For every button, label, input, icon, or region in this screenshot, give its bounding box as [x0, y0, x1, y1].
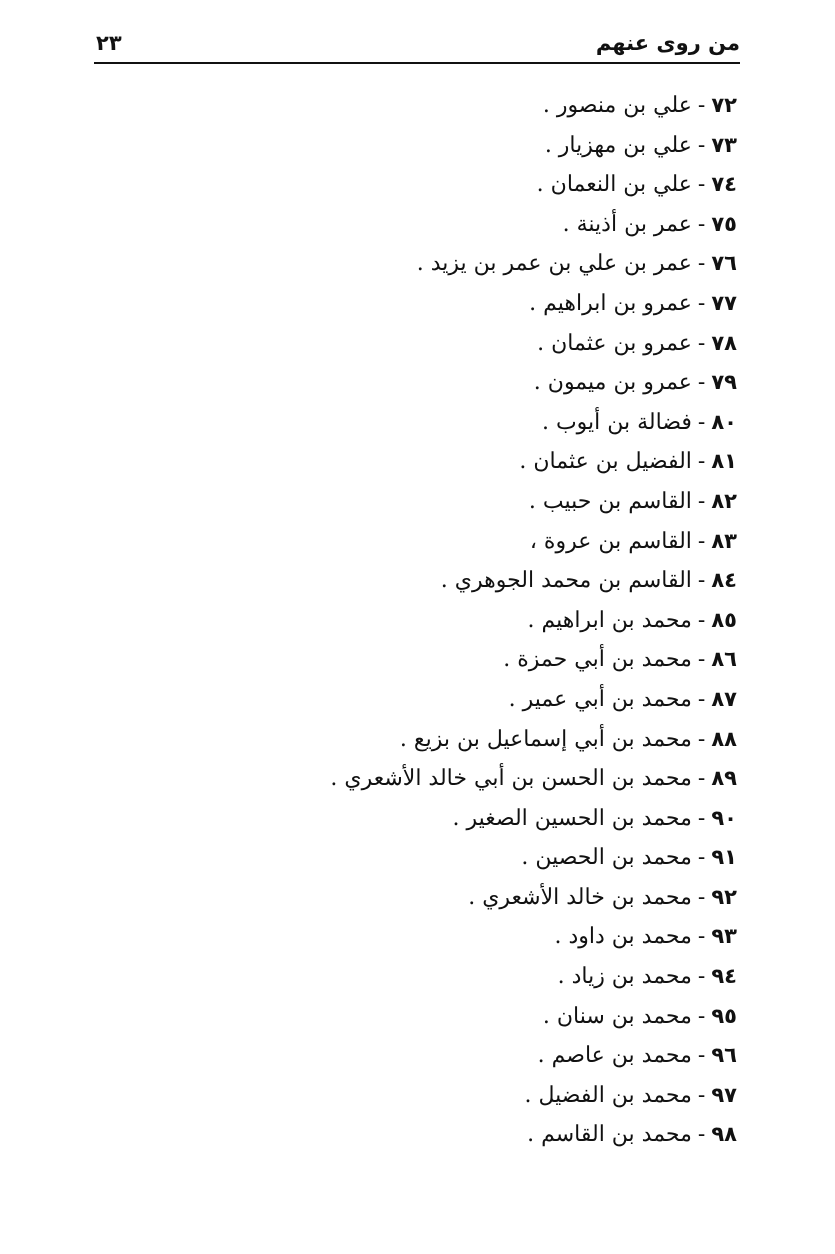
list-item: [330, 640, 737, 680]
entry-dash: -: [697, 330, 706, 356]
entry-dash: -: [697, 726, 706, 752]
entry-number: ٨٣: [711, 528, 737, 553]
entry-name: محمد بن أبي عمير .: [508, 686, 692, 712]
entry-dash: -: [697, 805, 706, 831]
list-item: [330, 759, 737, 799]
entry-name: محمد بن الحصين .: [521, 845, 692, 871]
entry-dash: -: [697, 884, 706, 910]
entry-name: عمرو بن ميمون .: [533, 370, 692, 396]
entry-name: عمر بن أذينة .: [562, 211, 692, 237]
entry-name: محمد بن عاصم .: [537, 1043, 692, 1069]
list-item: [330, 997, 737, 1037]
running-header-title: من روى عنهم: [595, 31, 740, 55]
entry-number: ٩٤: [711, 964, 737, 989]
entry-dash: -: [697, 766, 706, 792]
entry-dash: -: [697, 370, 706, 396]
list-item: [330, 957, 737, 997]
page-number: ٢٣: [96, 31, 122, 55]
entry-number: ٨٨: [711, 726, 737, 751]
entry-name: محمد بن داود .: [554, 924, 692, 950]
entry-number: ٨٧: [711, 686, 737, 711]
list-item: [330, 403, 737, 443]
entry-name: علي بن مهزيار .: [544, 132, 692, 158]
entry-number: ٩٧: [711, 1082, 737, 1107]
list-item: [330, 601, 737, 641]
entry-number: ٧٢: [711, 93, 737, 117]
entry-dash: -: [697, 211, 706, 237]
list-item: [330, 878, 737, 918]
list-item: [330, 799, 737, 839]
entry-name: محمد بن الفضيل .: [524, 1082, 692, 1108]
entry-number: ٨٤: [711, 568, 737, 593]
entry-number: ٨٢: [711, 488, 737, 513]
entry-number: ٧٣: [711, 132, 737, 157]
entry-name: محمد بن زياد .: [557, 964, 692, 990]
entry-name: عمرو بن ابراهيم .: [529, 290, 692, 316]
entry-name: محمد بن ابراهيم .: [527, 607, 692, 633]
entry-number: ٧٥: [711, 211, 737, 236]
entry-number: ٩٦: [711, 1043, 737, 1068]
entry-number: ٧٦: [711, 251, 737, 276]
entry-name: القاسم بن عروة ،: [529, 528, 692, 554]
entry-dash: -: [697, 528, 706, 554]
entry-name: محمد بن أبي إسماعيل بن بزيع .: [399, 726, 692, 752]
entry-dash: -: [697, 964, 706, 990]
entry-dash: -: [697, 290, 706, 316]
entry-number: ٧٧: [711, 290, 737, 315]
entry-dash: -: [697, 607, 706, 633]
entry-dash: -: [697, 172, 706, 198]
entry-name: علي بن النعمان .: [536, 172, 692, 198]
entry-number: ٩٢: [711, 884, 737, 909]
list-item: [330, 917, 737, 957]
entry-dash: -: [697, 1122, 706, 1148]
entry-dash: -: [697, 647, 706, 673]
list-item: [330, 165, 737, 205]
entry-dash: -: [697, 568, 706, 594]
entry-dash: -: [697, 449, 706, 475]
list-item: [330, 126, 737, 166]
page-header: [94, 28, 740, 64]
list-item: [330, 482, 737, 522]
entry-dash: -: [697, 1082, 706, 1108]
entry-dash: -: [697, 686, 706, 712]
entry-number: ٨٩: [711, 766, 737, 791]
entry-name: محمد بن القاسم .: [527, 1122, 692, 1148]
list-item: [330, 284, 737, 324]
entry-number: ٨٥: [711, 607, 737, 632]
list-item: [330, 86, 737, 126]
entry-number: ٧٤: [711, 172, 737, 197]
list-item: [330, 720, 737, 760]
entry-name: فضالة بن أيوب .: [541, 409, 692, 435]
list-item: [330, 324, 737, 364]
entry-name: محمد بن سنان .: [542, 1003, 692, 1029]
entry-dash: -: [697, 1043, 706, 1069]
entry-dash: -: [697, 1003, 706, 1029]
entry-number: ٨١: [711, 449, 737, 474]
list-item: [330, 838, 737, 878]
entry-number: ٩١: [711, 845, 737, 870]
list-item: [330, 205, 737, 245]
list-item: [330, 522, 737, 562]
list-item: [330, 1036, 737, 1076]
entry-dash: -: [697, 488, 706, 514]
entry-name: الفضيل بن عثمان .: [519, 449, 692, 475]
entry-dash: -: [697, 251, 706, 277]
entry-name: القاسم بن حبيب .: [528, 488, 692, 514]
entry-number: ٩٠: [711, 805, 737, 830]
narrator-list: [330, 86, 737, 1155]
entry-name: القاسم بن محمد الجوهري .: [440, 568, 692, 594]
list-item: [330, 1115, 737, 1155]
entry-dash: -: [697, 132, 706, 158]
entry-number: ٩٨: [711, 1122, 737, 1147]
entry-name: عمرو بن عثمان .: [537, 330, 692, 356]
list-item: [330, 244, 737, 284]
entry-name: محمد بن الحسن بن أبي خالد الأشعري .: [330, 766, 692, 792]
entry-number: ٩٣: [711, 924, 737, 949]
list-item: [330, 1076, 737, 1116]
entry-name: محمد بن خالد الأشعري .: [468, 884, 692, 910]
entry-dash: -: [697, 845, 706, 871]
entry-number: ٨٦: [711, 647, 737, 672]
entry-number: ٧٨: [711, 330, 737, 355]
entry-name: محمد بن أبي حمزة .: [503, 647, 692, 673]
entry-dash: -: [697, 93, 706, 118]
entry-number: ٧٩: [711, 370, 737, 395]
list-item: [330, 363, 737, 403]
entry-number: ٨٠: [711, 409, 737, 434]
list-item: [330, 442, 737, 482]
entry-name: عمر بن علي بن عمر بن يزيد .: [416, 251, 692, 277]
entry-dash: -: [697, 409, 706, 435]
entry-number: ٩٥: [711, 1003, 737, 1028]
entry-dash: -: [697, 924, 706, 950]
list-item: [330, 561, 737, 601]
list-item: [330, 680, 737, 720]
entry-name: علي بن منصور .: [542, 93, 692, 118]
entry-name: محمد بن الحسين الصغير .: [452, 805, 692, 831]
